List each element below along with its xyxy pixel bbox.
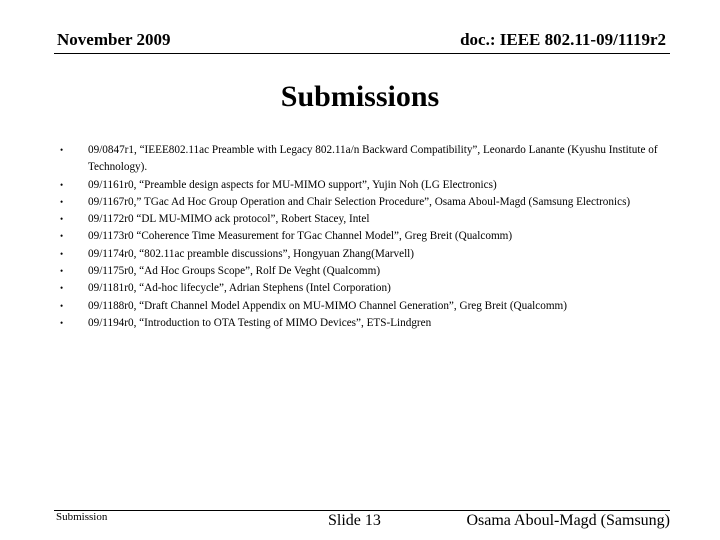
header-doc-id: doc.: IEEE 802.11-09/1119r2 [460, 30, 666, 49]
bullet-icon: • [60, 179, 64, 190]
list-item [60, 280, 670, 297]
footer-author: Osama Aboul-Magd (Samsung) [466, 512, 670, 529]
list-item [60, 142, 670, 177]
bullet-icon: • [60, 145, 64, 155]
bullet-icon: • [60, 283, 64, 294]
list-item [60, 228, 670, 245]
bullet-icon: • [60, 196, 64, 207]
list-item-text: 09/1173r0 “Coherence Time Measurement for TGac Channel Model”, Greg Breit (Qualcomm) [88, 230, 513, 243]
footer-divider [54, 510, 670, 511]
list-item-text: 09/1161r0, “Preamble design aspects for MU-MIMO support”, Yujin Noh (LG Electronics) [88, 178, 497, 191]
list-item [60, 194, 670, 211]
list-item-text: 09/1172r0 “DL MU-MIMO ack protocol”, Robert Stacey, Intel [88, 213, 370, 226]
bullet-icon: • [60, 300, 64, 311]
list-item-text: 09/1188r0, “Draft Channel Model Appendix on MU-MIMO Channel Generation”, Greg Breit (Qualcomm) [88, 299, 567, 312]
list-item [60, 298, 670, 315]
slide-number: Slide 13 [328, 512, 381, 529]
list-item-text: 09/1174r0, “802.11ac preamble discussions”, Hongyuan Zhang(Marvell) [88, 247, 415, 260]
footer-submission-label: Submission [56, 511, 108, 523]
list-item-text: 09/1181r0, “Ad-hoc lifecycle”, Adrian Stephens (Intel Corporation) [88, 282, 391, 295]
header-date: November 2009 [57, 30, 171, 49]
list-item-text: 09/0847r1, “IEEE802.11ac Preamble with Legacy 802.11a/n Backward Compatibility”, Leonardo Lanante (Kyushu Institute of Technology). [88, 144, 658, 174]
bullet-icon: • [60, 266, 64, 277]
list-item [60, 315, 670, 332]
list-item-text: 09/1175r0, “Ad Hoc Groups Scope”, Rolf De Veght (Qualcomm) [88, 265, 381, 278]
bullet-icon: • [60, 231, 64, 242]
list-item [60, 211, 670, 228]
list-item [60, 246, 670, 263]
bullet-icon: • [60, 248, 64, 259]
slide-title: Submissions [280, 80, 440, 113]
list-item [60, 263, 670, 280]
bullet-icon: • [60, 317, 64, 328]
list-item [60, 177, 670, 194]
submissions-list [60, 142, 670, 332]
list-item-text: 09/1194r0, “Introduction to OTA Testing of MIMO Devices”, ETS-Lindgren [88, 316, 432, 329]
header-divider [54, 53, 670, 54]
list-item-text: 09/1167r0,” TGac Ad Hoc Group Operation and Chair Selection Procedure”, Osama Aboul-Magd (Samsung Electronics) [88, 195, 631, 208]
bullet-icon: • [60, 214, 64, 225]
